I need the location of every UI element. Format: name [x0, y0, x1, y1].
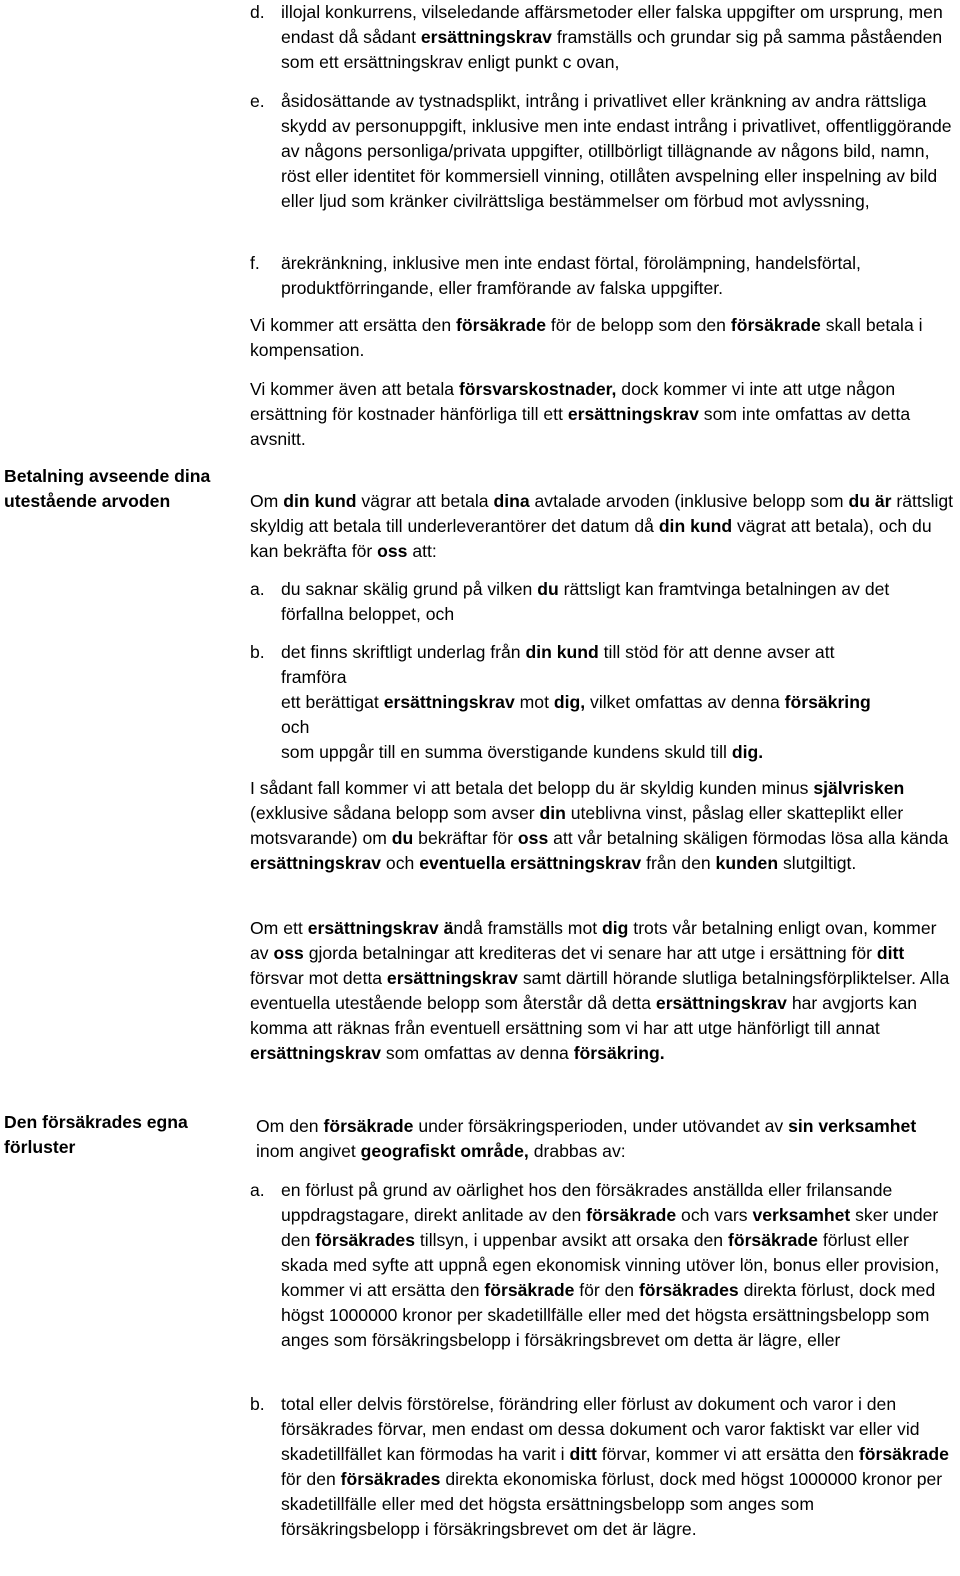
- paragraph: Om din kund vägrar att betala dina avtalade arvoden (inklusive belopp som du är rättsligt skyldig att betala till underleverantörer det datum då din kund vägrat att betala), och du kan bekräfta för oss att:: [250, 491, 954, 561]
- list-item-a: [250, 577, 955, 627]
- list-label: b.: [250, 1394, 265, 1414]
- list-item-a: [250, 1178, 955, 1353]
- list-label: f.: [250, 253, 260, 273]
- paragraph: Om den försäkrade under försäkringsperioden, under utövandet av sin verksamhet inom angivet geografiskt område, drabbas av:: [256, 1116, 917, 1161]
- list-item-e: [250, 89, 955, 214]
- list-text: det finns skriftligt underlag från din kund till stöd för att denne avser att framföra ett berättigat ersättningskrav mot dig, vilket omfattas av denna försäkring och som uppgår till en summa överstigande kundens skuld till dig.: [281, 642, 871, 762]
- list-text: en förlust på grund av oärlighet hos den försäkrades anställda eller frilansande uppdragstagare, direkt anlitade av den försäkrade och vars verksamhet sker under den försäkrades tillsyn, i uppenbar avsikt att orsaka den försäkrade förlust eller skada med syfte att uppnå egen ekonomisk vinning utöver lön, bonus eller provision, kommer vi att ersätta den försäkrade för den försäkrades direkta förlust, dock med högst 1000000 kronor per skadetillfälle eller med det högsta ersättningsbelopp som anges som försäkringsbelopp i försäkringsbrevet om detta är lägre, eller: [281, 1180, 940, 1350]
- list-item-b: [250, 1392, 955, 1542]
- list-item-f: [250, 251, 955, 301]
- list-label: d.: [250, 2, 265, 22]
- paragraph: Vi kommer även att betala försvarskostnader, dock kommer vi inte att utge någon ersättning för kostnader hänförliga till ett ersättningskrav som inte omfattas av detta avsnitt.: [250, 379, 911, 449]
- list-text: åsidosättande av tystnadsplikt, intrång i privatlivet eller kränkning av andra rättsliga skydd av personuppgift, inklusive men inte endast intrång i privatlivet, offentliggörande av någons personliga/privata uppgifter, otillbörligt tillägnande av någons bild, namn, röst eller identitet för kommersiell vinning, otillåten avspelning eller inspelning av bild eller ljud som kränker civilrättsliga bestämmelser om förbud mot avlyssning,: [281, 91, 952, 211]
- section-heading: Den försäkrades egna förluster: [4, 1112, 188, 1157]
- list-text: illojal konkurrens, vilseledande affärsmetoder eller falska uppgifter om ursprung, men endast då sådant ersättningskrav framställs och grundar sig på samma påståenden som ett ersättningskrav enligt punkt c ovan,: [281, 2, 943, 72]
- section-heading: Betalning avseende dina utestående arvoden: [4, 466, 211, 511]
- list-label: b.: [250, 642, 265, 662]
- list-item-d: [250, 0, 955, 75]
- list-text: ärekränkning, inklusive men inte endast förtal, förolämpning, handelsförtal, produktförringande, eller framförande av falska uppgifter.: [281, 253, 861, 298]
- list-item-b: [250, 640, 955, 765]
- list-label: a.: [250, 579, 265, 599]
- list-text: du saknar skälig grund på vilken du rättsligt kan framtvinga betalningen av det förfallna beloppet, och: [281, 579, 890, 624]
- paragraph: Vi kommer att ersätta den försäkrade för de belopp som den försäkrade skall betala i kompensation.: [250, 315, 923, 360]
- list-text: total eller delvis förstörelse, förändring eller förlust av dokument och varor i den försäkrades förvar, men endast om dessa dokument och varor faktiskt var eller vid skadetillfället kan förmodas ha varit i ditt förvar, kommer vi att ersätta den försäkrade för den försäkrades direkta ekonomiska förlust, dock med högst 1000000 kronor per skadetillfälle eller med det högsta ersättningsbelopp som anges som försäkringsbelopp i försäkringsbrevet om det är lägre.: [281, 1394, 949, 1539]
- list-label: e.: [250, 91, 265, 111]
- paragraph: Om ett ersättningskrav ändå framställs mot dig trots vår betalning enligt ovan, kommer av oss gjorda betalningar att krediteras det vi senare har att utge i ersättning för ditt försvar mot detta ersättningskrav samt därtill hörande slutliga betalningsförpliktelser. Alla eventuella utestående belopp som återstår då detta ersättningskrav har avgjorts kan komma att räknas från eventuell ersättning som vi har att utge hänförligt till annat ersättningskrav som omfattas av denna försäkring.: [250, 918, 950, 1063]
- paragraph: I sådant fall kommer vi att betala det belopp du är skyldig kunden minus självrisken (exklusive sådana belopp som avser din uteblivna vinst, påslag eller skatteplikt eller motsvarande) om du bekräftar för oss att vår betalning skäligen förmodas lösa alla kända ersättningskrav och eventuella ersättningskrav från den kunden slutgiltigt.: [250, 778, 949, 873]
- list-label: a.: [250, 1180, 265, 1200]
